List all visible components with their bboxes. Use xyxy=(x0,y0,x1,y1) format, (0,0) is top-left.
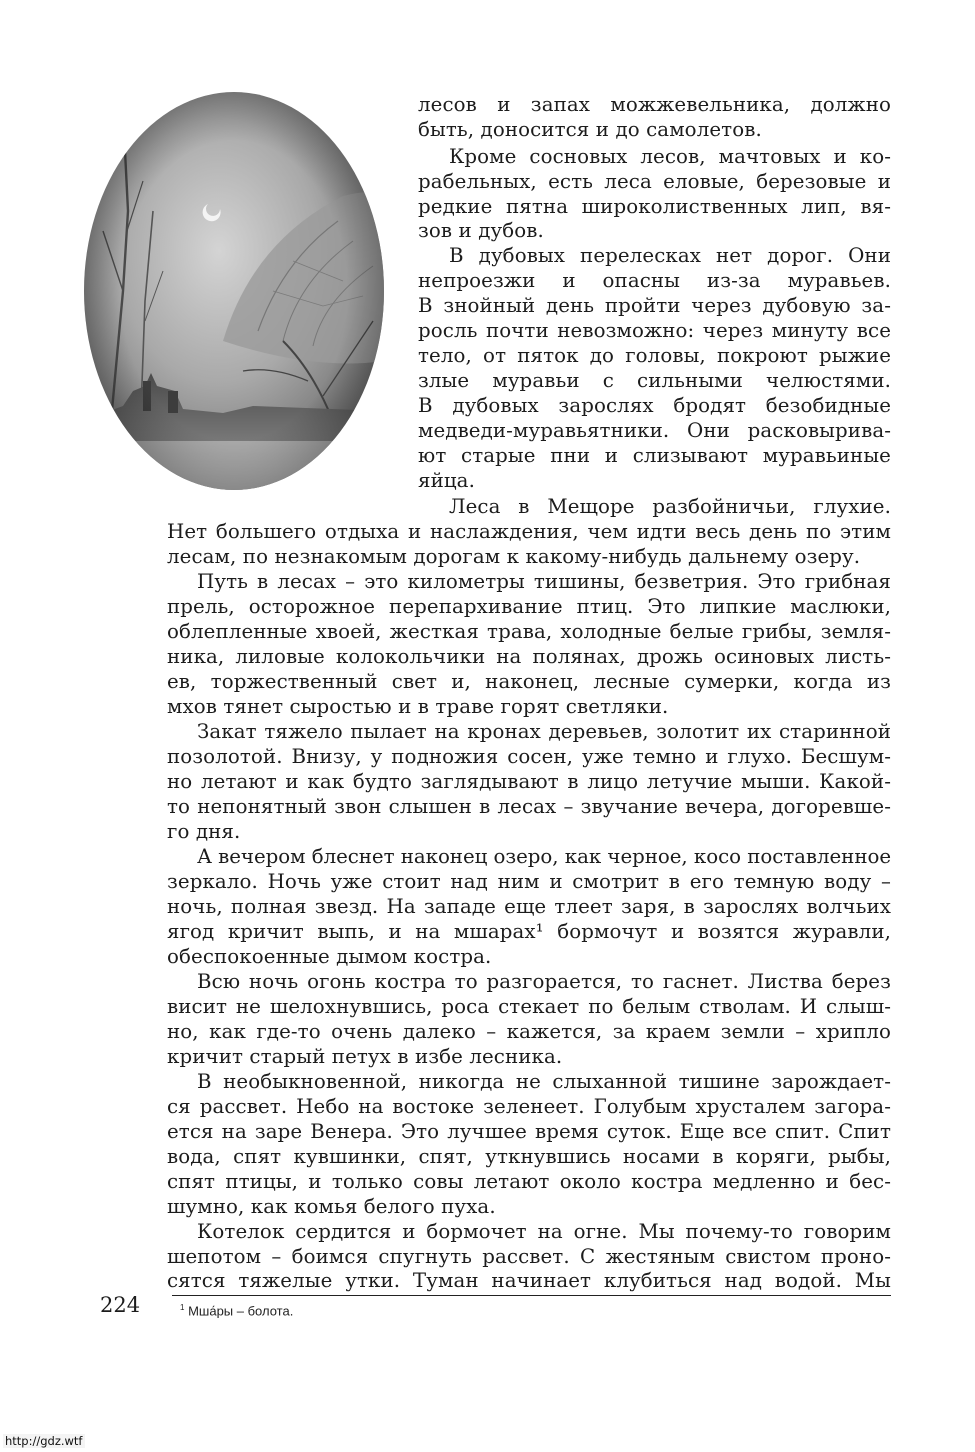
text-line: злые муравьи с сильными челюстями. xyxy=(418,369,891,392)
text-line: Леса в Мещоре разбойничьи, глухие. xyxy=(449,495,891,518)
text-line: ют старые пни и слизывают муравьиные xyxy=(418,444,891,467)
text-line: зов и дубов. xyxy=(418,219,544,242)
text-line: вода, спят кувшинки, спят, уткнувшись носами в коряги, рыбы, xyxy=(167,1145,891,1168)
text-line: сятся тяжелые утки. Туман начинает клубиться над водой. Мы xyxy=(167,1269,891,1292)
text-line: В знойный день пройти через дубовую за- xyxy=(418,294,891,317)
page-number: 224 xyxy=(100,1293,141,1317)
oval-illustration xyxy=(83,91,385,491)
text-line: яйца. xyxy=(418,469,475,492)
text-line: В дубовых зарослях бродят безобидные xyxy=(418,394,891,417)
text-line: ночь, полная звезд. На западе еще тлеет заря, в зарослях волчьих xyxy=(167,895,891,918)
footnote-divider xyxy=(172,1295,891,1296)
text-line: Путь в лесах – это километры тишины, безветрия. Это грибная xyxy=(197,570,891,593)
text-line: то непонятный звон слышен в лесах – звучание вечера, догоревше- xyxy=(167,795,891,818)
text-line: обеспокоенные дымом костра. xyxy=(167,945,492,968)
watermark-link[interactable]: http://gdz.wtf xyxy=(5,1434,83,1448)
text-line: спят птицы, и только совы летают около костра медленно и бес- xyxy=(167,1170,891,1193)
text-line: Нет большего отдыха и наслаждения, чем идти весь день по этим xyxy=(167,520,891,543)
text-line: росль почти невозможно: через минуту все xyxy=(418,319,891,342)
text-line: В дубовых перелесках нет дорог. Они xyxy=(449,244,891,267)
text-line: позолотой. Внизу, у подножия сосен, уже темно и глухо. Бесшум- xyxy=(167,745,891,768)
text-line: ется на заре Венера. Это лучшее время суток. Еще все спит. Спит xyxy=(167,1120,891,1143)
text-line: В необыкновенной, никогда не слыханной тишине зарождает- xyxy=(197,1070,891,1093)
text-line: медведи-муравьятники. Они расковырива- xyxy=(418,419,891,442)
text-line: кричит старый петух в избе лесника. xyxy=(167,1045,563,1068)
text-line: ев, торжественный свет и, наконец, лесные сумерки, когда из xyxy=(167,670,891,693)
text-line: Всю ночь огонь костра то разгорается, то гаснет. Листва берез xyxy=(197,970,891,993)
text-line: Закат тяжело пылает на кронах деревьев, золотит их старинной xyxy=(197,720,891,743)
text-line: быть, доносится и до самолетов. xyxy=(418,118,762,141)
text-line: прель, осторожное перепархивание птиц. Это липкие маслюки, xyxy=(167,595,891,618)
text-line: шумно, как комья белого пуха. xyxy=(167,1195,496,1218)
text-line: Кроме сосновых лесов, мачтовых и ко- xyxy=(449,145,891,168)
text-line: лесам, по незнакомым дорогам к какому-нибудь дальнему озеру. xyxy=(167,545,861,568)
text-line: мхов тянет сыростью и в траве горят светляки. xyxy=(167,695,669,718)
footnote-mark: 1 xyxy=(180,1303,185,1312)
footnote-text: Мша́ры – болота. xyxy=(188,1303,294,1319)
text-line: А вечером блеснет наконец озеро, как черное, косо поставленное xyxy=(197,845,891,868)
footnote xyxy=(180,1303,293,1318)
text-line: ягод кричит выпь, и на мшарах¹ бормочут и возятся журавли, xyxy=(167,920,891,943)
text-line: рабельных, есть леса еловые, березовые и xyxy=(418,170,891,193)
text-line: облепленные хвоей, жесткая трава, холодные белые грибы, земля- xyxy=(167,620,891,643)
text-line: го дня. xyxy=(167,820,241,843)
text-line: лесов и запах можжевельника, должно xyxy=(418,93,891,116)
text-line: ся рассвет. Небо на востоке зеленеет. Голубым хрусталем загора- xyxy=(167,1095,891,1118)
text-line: но летают и как будто заглядывают в лицо летучие мыши. Какой- xyxy=(167,770,891,793)
text-line: тело, от пяток до головы, покроют рыжие xyxy=(418,344,891,367)
text-line: Котелок сердится и бормочет на огне. Мы почему-то говорим xyxy=(197,1220,891,1243)
text-line: но, как где-то очень далеко – кажется, за краем земли – хрипло xyxy=(167,1020,891,1043)
text-line: ника, лиловые колокольчики на полянах, дрожь осиновых листь- xyxy=(167,645,891,668)
text-line: непроезжи и опасны из-за муравьев. xyxy=(418,269,891,292)
text-line: редкие пятна широколиственных лип, вя- xyxy=(418,195,891,218)
text-line: шепотом – боимся спугнуть рассвет. С жестяным свистом проно- xyxy=(167,1245,891,1268)
text-line: зеркало. Ночь уже стоит над ним и смотрит в его темную воду – xyxy=(167,870,891,893)
text-line: висит не шелохнувшись, роса стекает по белым стволам. И слыш- xyxy=(167,995,891,1018)
